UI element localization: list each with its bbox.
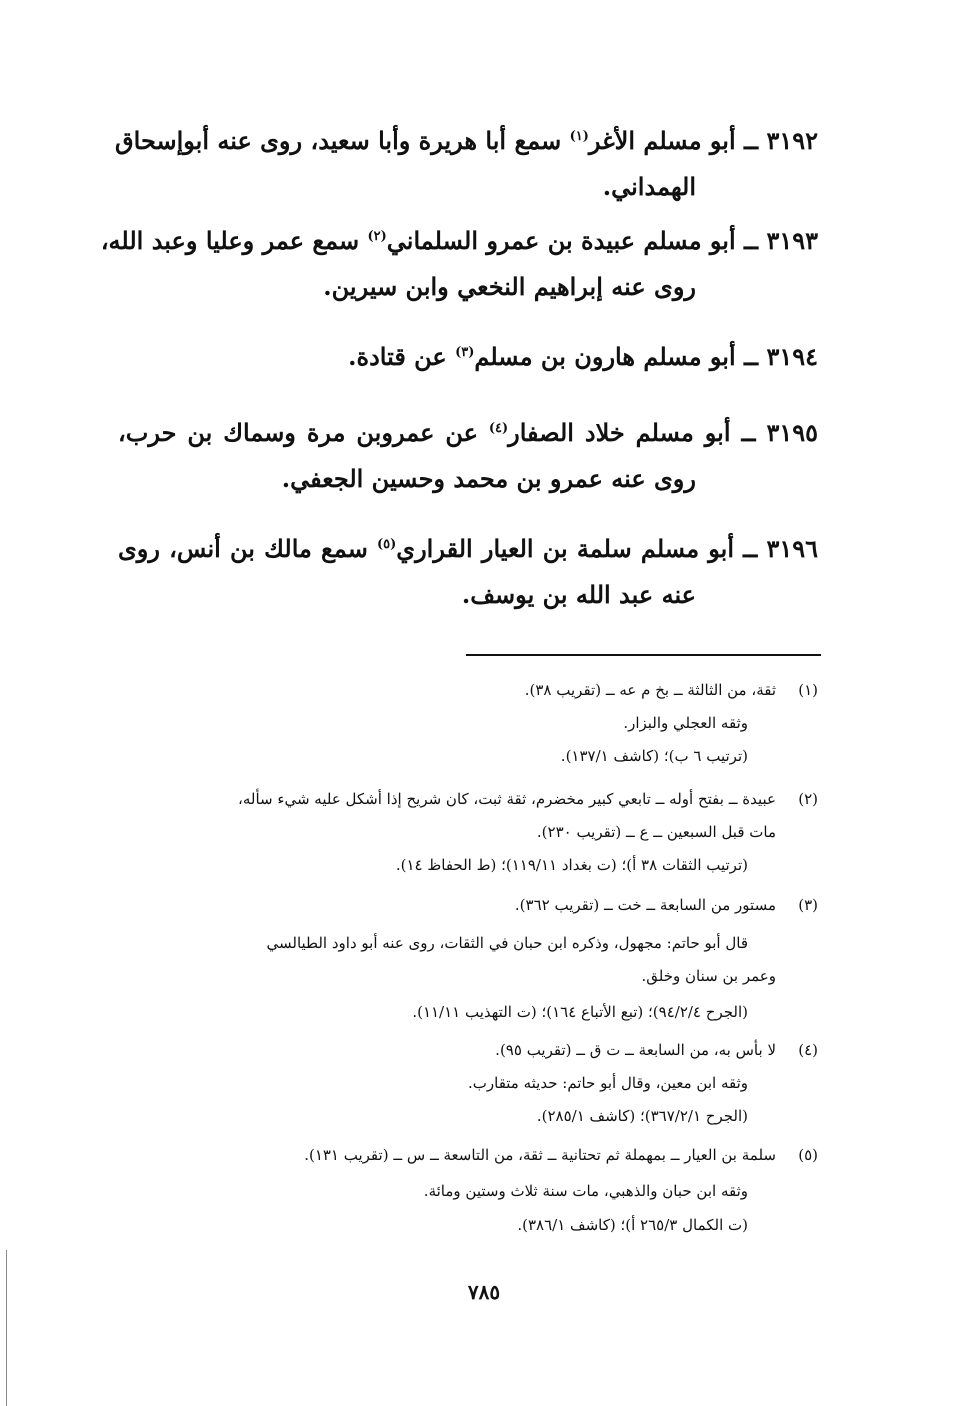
footnote-ref: (٤) [488,421,509,436]
page-edge-line [6,1250,7,1406]
footnote-line: وثقه العجلي والبزار. [623,714,748,732]
footnote-ref: (٣) [455,345,475,360]
entry-line [100,218,818,264]
entry-text: عن قتادة. [348,342,456,371]
entry-text: ــ أبو مسلم عبيدة بن عمرو السلماني [386,226,759,255]
entry-text: ــ أبو مسلم هارون بن مسلم [474,342,759,371]
entry-text: ــ أبو مسلم سلمة بن العيار القراري [396,534,758,563]
footnote-line: سلمة بن العيار ــ بمهملة ثم تحتانية ــ ثقة، من التاسعة ــ س ــ (تقريب ١٣١). [304,1146,776,1164]
footnote-line: (ترتيب الثقات ٣٨ أ)؛ (ت بغداد ١١٩/١١)؛ (ط الحفاظ ١٤). [395,856,748,874]
entry-continuation: عنه عبد الله بن يوسف. [461,580,696,609]
entry-text: عن عمروبن مرة وسماك بن حرب، [118,418,489,447]
footnote-line: مستور من السابعة ــ خت ــ (تقريب ٣٦٢). [514,896,776,914]
entry-line [115,118,818,164]
entry-continuation: الهمداني. [602,172,696,201]
footnote-line: ثقة، من الثالثة ــ بخ م عه ــ (تقريب ٣٨). [524,681,776,699]
footnote-ref: (٢) [367,229,387,244]
footnote-separator [466,654,821,656]
footnote-line: وثقه ابن معين، وقال أبو حاتم: حديثه متقارب. [467,1074,748,1092]
entry-3196 [118,526,818,618]
entry-line [118,526,818,572]
footnote-line: وثقه ابن حبان والذهبي، مات سنة ثلاث وستين ومائة. [423,1182,748,1200]
entry-text: ــ أبو مسلم خلاد الصفار [508,418,756,447]
entry-3195 [118,410,818,502]
footnote-line: قال أبو حاتم: مجهول، وذكره ابن حبان في الثقات، روى عنه أبو داود الطيالسي [266,934,748,952]
entry-text: سمع مالك بن أنس، روى [118,534,377,563]
entry-number: ٣١٩٣ [766,226,818,255]
footnote-ref: (٥) [377,537,397,552]
entry-text: سمع أبا هريرة وأبا سعيد، روى عنه أبوإسحاق [115,126,570,155]
entry-text: سمع عمر وعليا وعبد الله، [100,226,368,255]
entry-number: ٣١٩٢ [766,126,818,155]
footnote-number: (٤) [798,1041,818,1059]
entry-line [118,334,818,380]
entry-number: ٣١٩٤ [766,342,818,371]
entry-3194 [118,334,818,380]
footnote-ref: (١) [569,129,589,144]
footnote-line: لا بأس به، من السابعة ــ ت ق ــ (تقريب ٩٥). [495,1041,776,1059]
footnote-number: (٥) [798,1146,818,1164]
entry-number: ٣١٩٥ [766,418,819,447]
footnote-number: (٢) [798,790,818,808]
page-number: ٧٨٥ [467,1280,501,1304]
footnote-line: (الجرح ٣٦٧/٢/١)؛ (كاشف ٢٨٥/١). [536,1107,748,1125]
footnote-number: (١) [798,681,818,699]
entry-line [118,410,818,456]
entry-continuation: روى عنه عمرو بن محمد وحسين الجعفي. [281,464,696,493]
footnote-line: عبيدة ــ بفتح أوله ــ تابعي كبير مخضرم، ثقة ثبت، كان شريح إذا أشكل عليه شيء سأله، [238,790,776,808]
footnote-line: (ت الكمال ٢٦٥/٣ أ)؛ (كاشف ٣٨٦/١). [517,1216,748,1234]
entry-3193 [100,218,818,310]
footnote-line: وعمر بن سنان وخلق. [641,967,776,985]
entry-continuation: روى عنه إبراهيم النخعي وابن سيرين. [323,272,696,301]
footnote-line: (ترتيب ٦ ب)؛ (كاشف ١٣٧/١). [560,747,748,765]
footnote-line: مات قبل السبعين ــ ع ــ (تقريب ٢٣٠). [536,823,776,841]
footnote-line: (الجرح ٩٤/٢/٤)؛ (تبع الأتباع ١٦٤)؛ (ت التهذيب ١١/١١). [412,1003,748,1021]
entry-text: ــ أبو مسلم الأغر [588,126,759,155]
entry-number: ٣١٩٦ [766,534,818,563]
footnote-number: (٣) [798,896,818,914]
entry-3192 [115,118,818,210]
